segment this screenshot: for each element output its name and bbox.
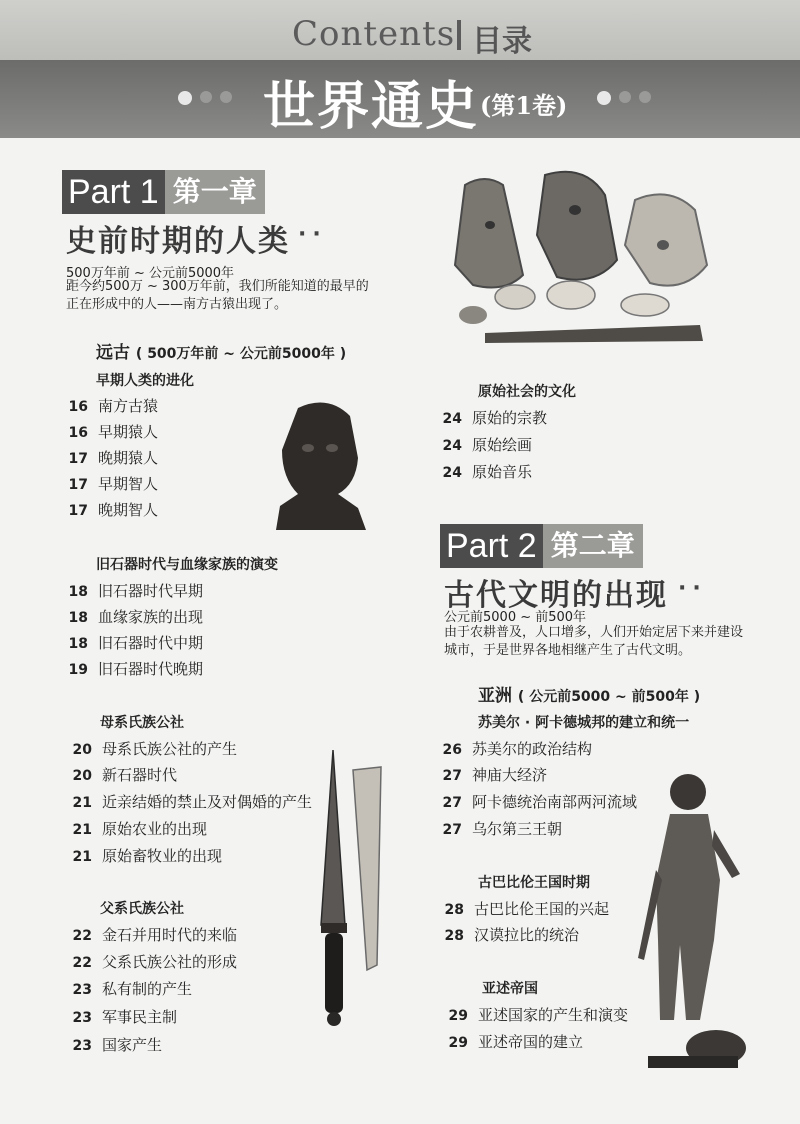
entry-title: 旧石器时代中期	[98, 634, 204, 652]
entry-title: 母系氏族公社的产生	[102, 740, 238, 758]
entry-title: 晚期猿人	[98, 449, 159, 467]
dot-icon	[639, 91, 651, 103]
toc-entry[interactable]	[70, 1006, 177, 1027]
era-name: 亚洲	[478, 686, 512, 706]
entry-title: 早期智人	[98, 475, 159, 493]
entry-title: 亚述国家的产生和演变	[478, 1006, 629, 1024]
contents-english: Contents	[292, 14, 456, 54]
entry-title: 金石并用时代的来临	[102, 926, 238, 944]
toc-entry[interactable]	[440, 818, 562, 839]
toc-entry[interactable]	[66, 499, 158, 520]
toc-entry[interactable]	[440, 738, 592, 759]
section-title: 父系氏族公社	[100, 901, 184, 917]
section-title: 亚述帝国	[482, 981, 538, 997]
left-dots-decoration	[178, 91, 232, 105]
page-number: 28	[444, 928, 464, 944]
page-number: 16	[68, 425, 88, 441]
toc-entry[interactable]	[70, 845, 222, 866]
part1-description: 距今约500万 ~ 300万年前，我们所能知道的最早的正在形成中的人——南方古猿出现了。	[66, 279, 369, 312]
contents-chinese: 目录	[472, 24, 532, 59]
dot-icon	[619, 91, 631, 103]
statue-illustration	[628, 770, 750, 1070]
entry-title: 近亲结婚的禁止及对偶婚的产生	[102, 793, 313, 811]
page-number: 23	[72, 1038, 92, 1054]
dot-icon	[178, 91, 192, 105]
page-number: 20	[72, 768, 92, 784]
toc-entry[interactable]	[446, 1031, 583, 1052]
part2-tag	[440, 524, 643, 568]
toc-entry[interactable]	[66, 447, 158, 468]
page-number: 22	[72, 928, 92, 944]
entry-title: 旧石器时代早期	[98, 582, 204, 600]
page-number: 24	[442, 411, 462, 427]
toc-entry[interactable]	[66, 606, 203, 627]
part1-period: 500万年前 ~ 公元前5000年	[66, 266, 235, 281]
right-dots-decoration	[597, 91, 651, 105]
part2-description: 由于农耕普及，人口增多，人们开始定居下来并建设城市，于是世界各地相继产生了古代文明。	[444, 625, 744, 658]
toc-entry[interactable]	[66, 658, 203, 679]
toc-entry[interactable]	[442, 898, 609, 919]
toc-entry[interactable]	[70, 791, 312, 812]
part2-title-dots: ··	[678, 576, 707, 601]
entry-title: 汉谟拉比的统治	[474, 926, 580, 944]
part1-tag	[62, 170, 265, 214]
entry-title: 原始的宗教	[472, 409, 548, 427]
page-number: 20	[72, 742, 92, 758]
dot-icon	[597, 91, 611, 105]
entry-title: 南方古猿	[98, 397, 159, 415]
toc-entry[interactable]	[66, 580, 203, 601]
page-number: 28	[444, 902, 464, 918]
page-number: 26	[442, 742, 462, 758]
toc-entry[interactable]	[70, 978, 192, 999]
entry-title: 苏美尔的政治结构	[472, 740, 593, 758]
entry-title: 古巴比伦王国的兴起	[474, 900, 610, 918]
header-divider	[457, 20, 461, 50]
page-number: 23	[72, 1010, 92, 1026]
page-number: 22	[72, 955, 92, 971]
page-number: 18	[68, 584, 88, 600]
section-title: 早期人类的进化	[96, 373, 194, 389]
entry-title: 早期猿人	[98, 423, 159, 441]
toc-entry[interactable]	[70, 1034, 162, 1055]
toc-entry[interactable]	[446, 1004, 628, 1025]
section-title: 古巴比伦王国时期	[478, 875, 590, 891]
volume-label: (第1卷)	[480, 91, 568, 120]
page-number: 27	[442, 822, 462, 838]
page-number: 27	[442, 768, 462, 784]
page-number: 29	[448, 1035, 468, 1051]
era-name: 远古	[96, 343, 130, 363]
section-title: 母系氏族公社	[100, 715, 184, 731]
dagger-illustration	[315, 745, 390, 1030]
toc-entry[interactable]	[442, 924, 579, 945]
toc-entry[interactable]	[70, 764, 177, 785]
toc-entry[interactable]	[70, 951, 237, 972]
entry-title: 亚述帝国的建立	[478, 1033, 584, 1051]
page-number: 24	[442, 438, 462, 454]
dot-icon	[200, 91, 212, 103]
part1-title: 史前时期的人类	[66, 224, 290, 259]
page-number: 21	[72, 822, 92, 838]
toc-entry[interactable]	[70, 738, 237, 759]
page-number: 18	[68, 610, 88, 626]
part1-chapter: 第一章	[165, 170, 265, 214]
entry-title: 新石器时代	[102, 766, 178, 784]
page-number: 21	[72, 849, 92, 865]
part1-era	[96, 338, 346, 363]
section-title: 旧石器时代与血缘家族的演变	[96, 557, 278, 573]
entry-title: 私有制的产生	[102, 980, 193, 998]
toc-entry[interactable]	[440, 434, 532, 455]
toc-entry[interactable]	[66, 473, 158, 494]
entry-title: 原始音乐	[472, 463, 533, 481]
era-range: ( 500万年前 ~ 公元前5000年 )	[135, 346, 347, 362]
page-number: 29	[448, 1008, 468, 1024]
page-number: 23	[72, 982, 92, 998]
toc-entry[interactable]	[440, 791, 637, 812]
section-title: 苏美尔 · 阿卡德城邦的建立和统一	[478, 715, 690, 731]
toc-entry[interactable]	[70, 818, 207, 839]
entry-title: 旧石器时代晚期	[98, 660, 204, 678]
toc-entry[interactable]	[440, 461, 532, 482]
era-range: ( 公元前5000 ~ 前500年 )	[517, 689, 701, 705]
entry-title: 原始农业的出现	[102, 820, 208, 838]
page-number: 17	[68, 503, 88, 519]
entry-title: 国家产生	[102, 1036, 163, 1054]
entry-title: 晚期智人	[98, 501, 159, 519]
part2-chapter: 第二章	[543, 524, 643, 568]
toc-entry[interactable]	[66, 632, 203, 653]
page-number: 17	[68, 477, 88, 493]
page-number: 21	[72, 795, 92, 811]
part2-period: 公元前5000 ~ 前500年	[444, 610, 587, 625]
section-title: 原始社会的文化	[478, 384, 576, 400]
page-number: 19	[68, 662, 88, 678]
part1-title-dots: ··	[298, 222, 327, 247]
page-number: 17	[68, 451, 88, 467]
entry-title: 阿卡德统治南部两河流域	[472, 793, 638, 811]
page-number: 27	[442, 795, 462, 811]
entry-title: 原始绘画	[472, 436, 533, 454]
entry-title: 原始畜牧业的出现	[102, 847, 223, 865]
page-number: 16	[68, 399, 88, 415]
entry-title: 军事民主制	[102, 1008, 178, 1026]
page-number: 18	[68, 636, 88, 652]
human-bust-illustration	[268, 398, 370, 530]
entry-title: 父系氏族公社的形成	[102, 953, 238, 971]
part1-label: Part 1	[62, 170, 165, 214]
entry-title: 神庙大经济	[472, 766, 548, 784]
part2-title: 古代文明的出现	[444, 578, 668, 613]
entry-title: 血缘家族的出现	[98, 608, 204, 626]
book-title: 世界通史	[263, 76, 480, 137]
entry-title: 乌尔第三王朝	[472, 820, 563, 838]
part2-label: Part 2	[440, 524, 543, 568]
toc-entry[interactable]	[66, 395, 158, 416]
stone-tools-illustration	[445, 165, 720, 360]
toc-entry[interactable]	[440, 407, 547, 428]
toc-entry[interactable]	[66, 421, 158, 442]
page-number: 24	[442, 465, 462, 481]
toc-entry[interactable]	[440, 764, 547, 785]
dot-icon	[220, 91, 232, 103]
toc-entry[interactable]	[70, 924, 237, 945]
part2-era	[478, 681, 700, 706]
